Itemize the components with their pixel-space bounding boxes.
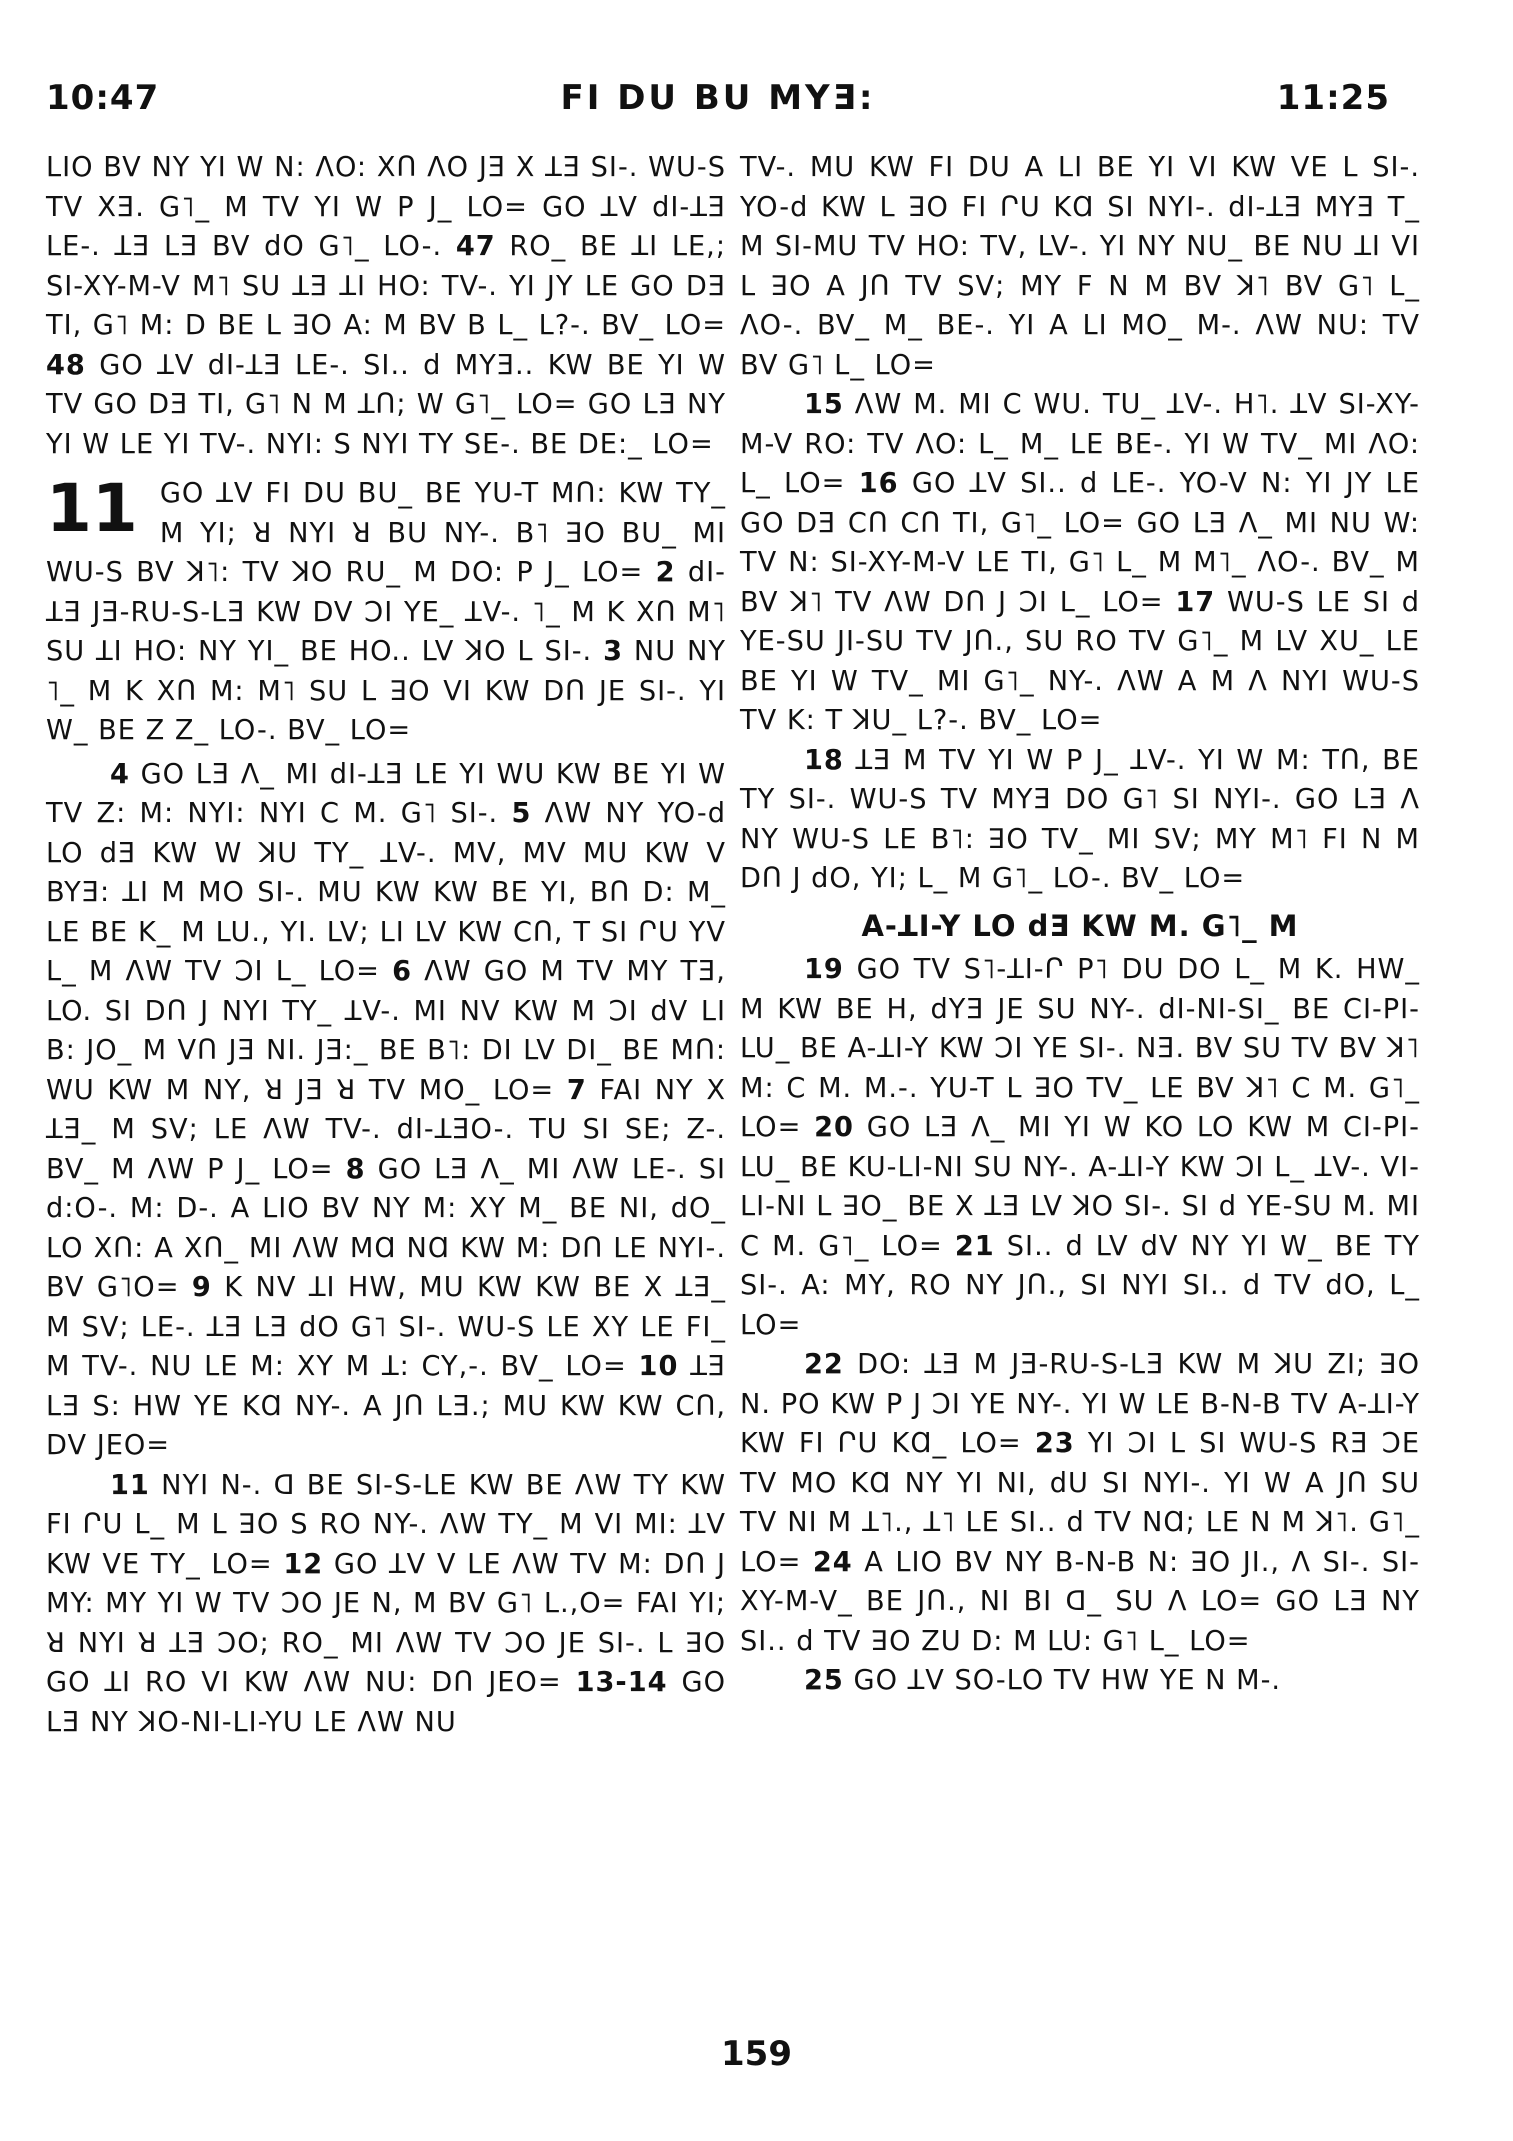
verse-number: 10 (638, 1351, 679, 1382)
verse-number: 12 (283, 1548, 324, 1580)
verse-text: dI-ꓕƎ JƎ-RU-S-LƎ KW DV ƆI YE_ ꓕV-. ˥_ M K XՈ M˥ SU ꓕI HO: NY YI_ BE HO.. LV ꓘO L SI-. (46, 557, 726, 667)
verse-text: YI ƆI L SI WU-S RƎ ƆE TV MO KⱭ NY YI NI, dU SI NYI-. YI W A JՈ SU TV NI M ꓕ˥., ꓕ˥ LE SI.. d TV NⱭ; LE N M ꓘ˥. G˥_ LO= (740, 1428, 1420, 1578)
verse-number: 2 (655, 557, 676, 588)
left-column (46, 148, 726, 1742)
chapter-start (46, 470, 726, 751)
verse-number: 8 (345, 1153, 366, 1185)
verse-text: ΛW M. MI C WU. TU_ ꓕV-. H˥. ꓕV SI-XY-M-V RO: TV ΛO: L_ M_ LE BE-. YI W TV_ MI ΛO: L_ LO= (740, 389, 1420, 499)
verse-text: NU NY ˥_ M K XՈ M: M˥ SU L ꓱO VI KW DՈ JE SI-. YI W_ BE Z Z_ LO-. BV_ LO= (46, 636, 726, 746)
verse-text: NYI N-. ꓷ BE SI-S-LE KW BE ΛW TY KW FI ՐU L_ M L ꓱO S RO NY-. ΛW TY_ M VI MI: ꓕV KW VE TY_ LO= (46, 1469, 726, 1580)
verse-number: 17 (1175, 586, 1216, 618)
right-column (740, 148, 1420, 1701)
verse-number: 18 (804, 744, 844, 776)
verse-number: 6 (392, 956, 413, 987)
header-book-title: FI DU BU MYƎ: (560, 78, 876, 118)
paragraph (740, 1661, 1420, 1701)
verse-text: K NV ꓕI HW, MU KW KW BE X ꓕƎ_ M SV; LE-. ꓕƎ LƎ dO G˥ SI-. WU-S LE XY LE FI_ M TV-. NU LE M: XY M ꓕ: CY,-. BV_ LO= (46, 1272, 726, 1382)
verse-text: GO LƎ NY ꓘO-NI-LI-YU LE ΛW NU (46, 1667, 726, 1738)
verse-text: GO LƎ Λ_ MI ΛW LE-. SI d:O-. M: D-. A LIO BV NY M: XY M_ BE NI, dO_ LO XՈ: A XՈ_ MI ΛW MⱭ NⱭ KW M: DՈ LE NYI-. BV G˥O= (46, 1153, 726, 1303)
page-number: 159 (721, 2034, 792, 2074)
verse-text: RO_ BE ꓕI LE,; SI-XY-M-V M˥ SU ꓕƎ ꓕI HO: TV-. YI JY LE GO DƎ TI, G˥ M: D BE L ꓱO A: M BV B L_ L?-. BV_ LO= (46, 231, 726, 341)
section-heading: A-ꓕI-Y LO dƎ KW M. G˥_ M (861, 908, 1299, 943)
verse-text: GO ꓕV dI-ꓕƎ LE-. SI.. d MYƎ.. KW BE YI W TV GO DƎ TI, G˥ N M ꓕՈ; W G˥_ LO= GO LƎ NY YI W LE YI TV-. NYI: S NYI TY SE-. BE DE:_ LO= (46, 349, 726, 460)
verse-text: ΛW NY YO-d LO dƎ KW W ꓘU TY_ ꓕV-. MV, MV MU KW V BYƎ: ꓕI M MO SI-. MU KW KW BE YI, BՈ D: M_ LE BE K_ M LU., YI. LV; LI LV KW CՈ, T SI ՐU YV L_ M ΛW TV ƆI L_ LO= (46, 798, 726, 987)
verse-text: GO LƎ Λ_ MI YI W KO LO KW M CI-PI-LU_ BE KU-LI-NI SU NY-. A-ꓕI-Y KW ƆI L_ ꓕV-. VI-LI-NI L ꓱO_ BE X ꓕƎ LV ꓘO SI-. SI d YE-SU M. MI C M. G˥_ LO= (740, 1112, 1420, 1262)
verse-number: 23 (1034, 1428, 1075, 1459)
verse-text: GO ꓕV SO-LO TV HW YE N M-. (853, 1665, 1282, 1696)
verse-text: GO TV S˥-ꓕI-Ր P˥ DU DO L_ M K. HW_ M KW BE H, dYƎ JE SU NY-. dI-NI-SI_ BE CI-PI-LU_ BE A-ꓕI-Y KW ƆI YE SI-. NƎ. BV SU TV BV ꓘ˥ M: C M. M.-. YU-T L ꓱO TV_ LE BV ꓘ˥ C M. G˥_ LO= (740, 954, 1420, 1143)
verse-text: WU-S LE SI d YE-SU JI-SU TV JՈ., SU RO TV G˥_ M LV XU_ LE BE YI W TV_ MI G˥_ NY-. ΛW A M Λ NYI WU-S TV K: T ꓘU_ L?-. BV_ LO= (740, 586, 1420, 736)
verse-text: GO ꓕV V LE ΛW TV M: DՈ J MY: MY YI W TV ƆO JE N, M BV G˥ L.,O= FAI YI; ꓤ NYI ꓤ ꓕƎ ƆO; RO_ MI ΛW TV ƆO JE SI-. L ꓱO GO ꓕI RO VI KW ΛW NU: DՈ JEO= (46, 1548, 726, 1698)
verse-number: 48 (46, 349, 86, 381)
verse-number: 13-14 (575, 1667, 668, 1698)
page-header (46, 78, 1390, 124)
verse-number: 20 (814, 1112, 854, 1143)
verse-text: LIO BV NY YI W N: ΛO: XՈ ΛO JƎ X ꓕƎ SI-. WU-S TV XƎ. G˥_ M TV YI W P J_ LO= GO ꓕV dI-ꓕƎ LE-. ꓕƎ LƎ BV dO G˥_ LO-. (46, 152, 726, 262)
verse-text: GO ꓕV SI.. d LE-. YO-V N: YI JY LE GO DƎ CՈ CՈ TI, G˥_ LO= GO LƎ Λ_ MI NU W: TV N: SI-XY-M-V LE TI, G˥ L_ M M˥_ ΛO-. BV_ M BV ꓘ˥ TV ΛW DՈ J ƆI L_ LO= (740, 468, 1420, 618)
header-right-reference: 11:25 (1276, 78, 1390, 118)
verse-text: FAI NY X ꓕƎ_ M SV; LE ΛW TV-. dI-ꓕƎO-. TU SI SE; Z-. BV_ M ΛW P J_ LO= (46, 1074, 726, 1185)
verse-number: 47 (455, 231, 496, 262)
paragraph (46, 470, 726, 751)
verse-number: 25 (804, 1665, 844, 1696)
verse-number: 24 (812, 1546, 853, 1578)
verse-number: 21 (954, 1230, 995, 1262)
paragraph (46, 148, 726, 464)
verse-number: 19 (804, 954, 844, 985)
paragraph (740, 1345, 1420, 1661)
verse-number: 9 (191, 1272, 212, 1303)
verse-text: SI.. d LV dV NY YI W_ BE TY SI-. A: MY, RO NY JՈ., SI NYI SI.. d TV dO, L_ LO= (740, 1230, 1420, 1341)
paragraph (46, 1466, 726, 1743)
paragraph (740, 385, 1420, 741)
verse-text: ΛW GO M TV MY TƎ, LO. SI DՈ J NYI TY_ ꓕV-. MI NV KW M ƆI dV LI B: JO_ M VՈ JƎ NI. JƎ:_ BE B˥: DI LV DI_ BE MՈ: WU KW M NY, ꓤ JƎ ꓤ TV MO_ LO= (46, 956, 726, 1106)
paragraph (740, 741, 1420, 899)
paragraph (46, 755, 726, 1466)
paragraph (740, 950, 1420, 1345)
verse-number: 22 (804, 1349, 844, 1380)
verse-number: 4 (110, 758, 130, 790)
verse-number: 15 (804, 389, 844, 420)
verse-text: GO LƎ Λ_ MI dI-ꓕƎ LE YI WU KW BE YI W TV Z: M: NYI: NYI C M. G˥ SI-. (46, 758, 726, 829)
verse-text: A LIO BV NY B-N-B N: ꓱO JI., Λ SI-. SI-XY-M-V_ BE JՈ., NI BI ꓷ_ SU Λ LO= GO LƎ NY SI.. d TV ꓱO ZU D: M LU: G˥ L_ LO= (740, 1546, 1420, 1657)
verse-number: 5 (511, 798, 532, 829)
paragraph (740, 148, 1420, 385)
header-left-reference: 10:47 (46, 78, 160, 118)
verse-number: 3 (603, 636, 623, 667)
verse-text: DO: ꓕƎ M JƎ-RU-S-LƎ KW M ꓘU ZI; ꓱO N. PO KW P J ƆI YE NY-. YI W LE B-N-B TV A-ꓕI-Y KW FI ՐU KⱭ_ LO= (740, 1349, 1420, 1459)
verse-text: TV-. MU KW FI DU A LI BE YI VI KW VE L SI-. YO-d KW L ꓱO FI ՐU KⱭ SI NYI-. dI-ꓕƎ MYƎ T_ M SI-MU TV HO: TV, LV-. YI NY NU_ BE NU ꓕI VI L ꓱO A JՈ TV SV; MY F N M BV ꓘ˥ BV G˥ L_ ΛO-. BV_ M_ BE-. YI A LI MO_ M-. ΛW NU: TV BV G˥ L_ LO= (740, 152, 1420, 381)
chapter-number: 11 (46, 470, 138, 547)
verse-text: ꓕƎ LƎ S: HW YE KⱭ NY-. A JՈ LƎ.; MU KW KW CՈ, DV JEO= (46, 1351, 726, 1461)
verse-number: 7 (566, 1074, 587, 1106)
verse-number: 16 (858, 468, 899, 499)
verse-text: ꓕƎ M TV YI W P J_ ꓕV-. YI W M: TՈ, BE TY SI-. WU-S TV MYƎ DO G˥ SI NYI-. GO LƎ Λ NY WU-S LE B˥: ꓱO TV_ MI SV; MY M˥ FI N M DՈ J dO, YI; L_ M G˥_ LO-. BV_ LO= (740, 744, 1420, 894)
verse-number: 11 (110, 1469, 150, 1501)
verse-text: GO ꓕV FI DU BU_ BE YU-T MՈ: KW TY_ M YI; ꓤ NYI ꓤ BU NY-. B˥ ꓱO BU_ MI WU-S BV ꓘ˥: TV ꓘO RU_ M DO: P J_ LO= (46, 478, 726, 588)
